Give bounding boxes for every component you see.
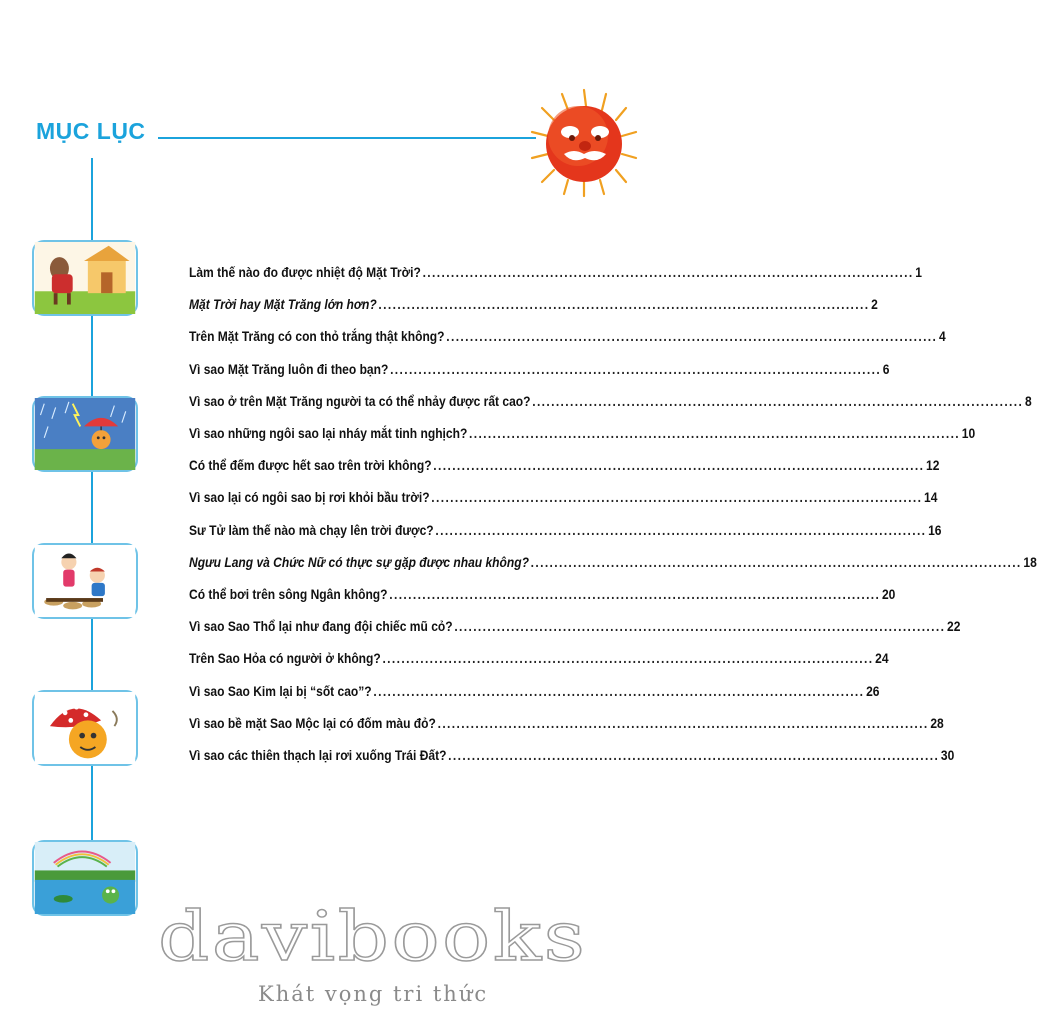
toc-entry-title: Vì sao lại có ngôi sao bị rơi khỏi bầu trời?	[189, 489, 430, 506]
toc-entry[interactable]	[189, 481, 938, 513]
toc-entry-title: Vì sao Sao Kim lại bị “sốt cao”?	[189, 682, 372, 699]
toc-leader-dots: ........................................................................................................	[422, 264, 914, 281]
saturn-hat-illustration	[32, 690, 138, 766]
toc-entry-page: 1	[915, 264, 923, 281]
toc-leader-dots: ........................................................................................................	[437, 714, 929, 731]
toc-entry-title: Vì sao ở trên Mặt Trăng người ta có thể nhảy được rất cao?	[189, 392, 531, 409]
toc-leader-dots: ........................................................................................................	[469, 425, 961, 442]
toc-entry-page: 18	[1023, 553, 1037, 570]
toc-entry-page: 4	[938, 328, 946, 345]
toc-entry-page: 6	[882, 360, 890, 377]
toc-leader-dots: ........................................................................................................	[454, 618, 946, 635]
toc-entry-title: Trên Mặt Trăng có con thỏ trắng thật không?	[189, 328, 445, 345]
toc-entry-page: 28	[930, 714, 944, 731]
watermark-tagline: Khát vọng tri thức	[258, 982, 489, 1006]
toc-entry[interactable]	[189, 320, 946, 352]
toc-leader-dots: ........................................................................................................	[431, 489, 923, 506]
toc-entry-title: Mặt Trời hay Mặt Trăng lớn hơn?	[189, 296, 377, 313]
toc-entry-title: Có thể đếm được hết sao trên trời không?	[189, 457, 432, 474]
toc-leader-dots: ........................................................................................................	[530, 553, 1022, 570]
toc-entry-page: 22	[947, 618, 961, 635]
toc-entry-title: Sư Tử làm thế nào mà chạy lên trời được?	[189, 521, 434, 538]
watermark-brand: davibooks	[158, 898, 588, 977]
toc-entry[interactable]	[189, 417, 976, 449]
toc-entry-page: 20	[881, 585, 896, 602]
toc-leader-dots: ........................................................................................................	[532, 392, 1024, 409]
toc-entry-title: Ngưu Lang và Chức Nữ có thực sự gặp được nhau không?	[189, 553, 529, 570]
toc-entry[interactable]	[189, 739, 955, 771]
toc-entry[interactable]	[189, 288, 878, 320]
toc-leader-dots: ........................................................................................................	[433, 457, 925, 474]
toc-leader-dots: ........................................................................................................	[448, 746, 940, 763]
toc-entry-title: Vì sao Sao Thổ lại như đang đội chiếc mũ cỏ?	[189, 618, 453, 635]
toc-entry-page: 16	[928, 521, 942, 538]
toc-entry-page: 24	[875, 650, 889, 667]
toc-entry[interactable]	[189, 546, 1037, 578]
toc-entry[interactable]	[189, 707, 944, 739]
toc-entry[interactable]	[189, 578, 896, 610]
toc-entry-page: 8	[1024, 392, 1032, 409]
toc-entry[interactable]	[189, 674, 880, 706]
toc-entry-title: Làm thế nào đo được nhiệt độ Mặt Trời?	[189, 264, 421, 281]
toc-entry-title: Vì sao các thiên thạch lại rơi xuống Trái Đất?	[189, 746, 447, 763]
toc-entry[interactable]	[189, 610, 961, 642]
toc-entry-title: Vì sao bề mặt Sao Mộc lại có đốm màu đỏ?	[189, 714, 436, 731]
toc-entry-page: 30	[940, 746, 955, 763]
toc-list	[189, 256, 1037, 771]
toc-entry-page: 2	[871, 296, 878, 313]
toc-entry-title: Vì sao những ngôi sao lại nháy mắt tinh nghịch?	[189, 425, 468, 442]
toc-entry-page: 26	[866, 682, 880, 699]
toc-entry-page: 10	[961, 425, 976, 442]
sun-face-icon	[528, 88, 640, 198]
toc-leader-dots: ........................................................................................................	[390, 360, 882, 377]
page-title: MỤC LỤC	[36, 118, 146, 144]
toc-entry[interactable]	[189, 642, 889, 674]
toc-leader-dots: ........................................................................................................	[378, 296, 870, 313]
toc-entry-title: Trên Sao Hỏa có người ở không?	[189, 650, 381, 667]
title-rule	[158, 137, 536, 139]
horse-house-illustration	[32, 240, 138, 316]
toc-entry[interactable]	[189, 353, 890, 385]
toc-entry[interactable]	[189, 449, 940, 481]
toc-entry[interactable]	[189, 514, 942, 546]
toc-entry-title: Có thể bơi trên sông Ngân không?	[189, 585, 388, 602]
toc-entry-page: 12	[926, 457, 940, 474]
toc-leader-dots: ........................................................................................................	[389, 585, 881, 602]
toc-entry[interactable]	[189, 256, 923, 288]
toc-leader-dots: ........................................................................................................	[373, 682, 865, 699]
toc-entry[interactable]	[189, 385, 1032, 417]
kids-sledding-illustration	[32, 543, 138, 619]
toc-leader-dots: ........................................................................................................	[435, 521, 927, 538]
toc-entry-page: 14	[924, 489, 938, 506]
toc-leader-dots: ........................................................................................................	[382, 650, 874, 667]
lake-frog-illustration	[32, 840, 138, 916]
rain-umbrella-illustration	[32, 396, 138, 472]
toc-entry-title: Vì sao Mặt Trăng luôn đi theo bạn?	[189, 360, 389, 377]
toc-leader-dots: ........................................................................................................	[446, 328, 938, 345]
